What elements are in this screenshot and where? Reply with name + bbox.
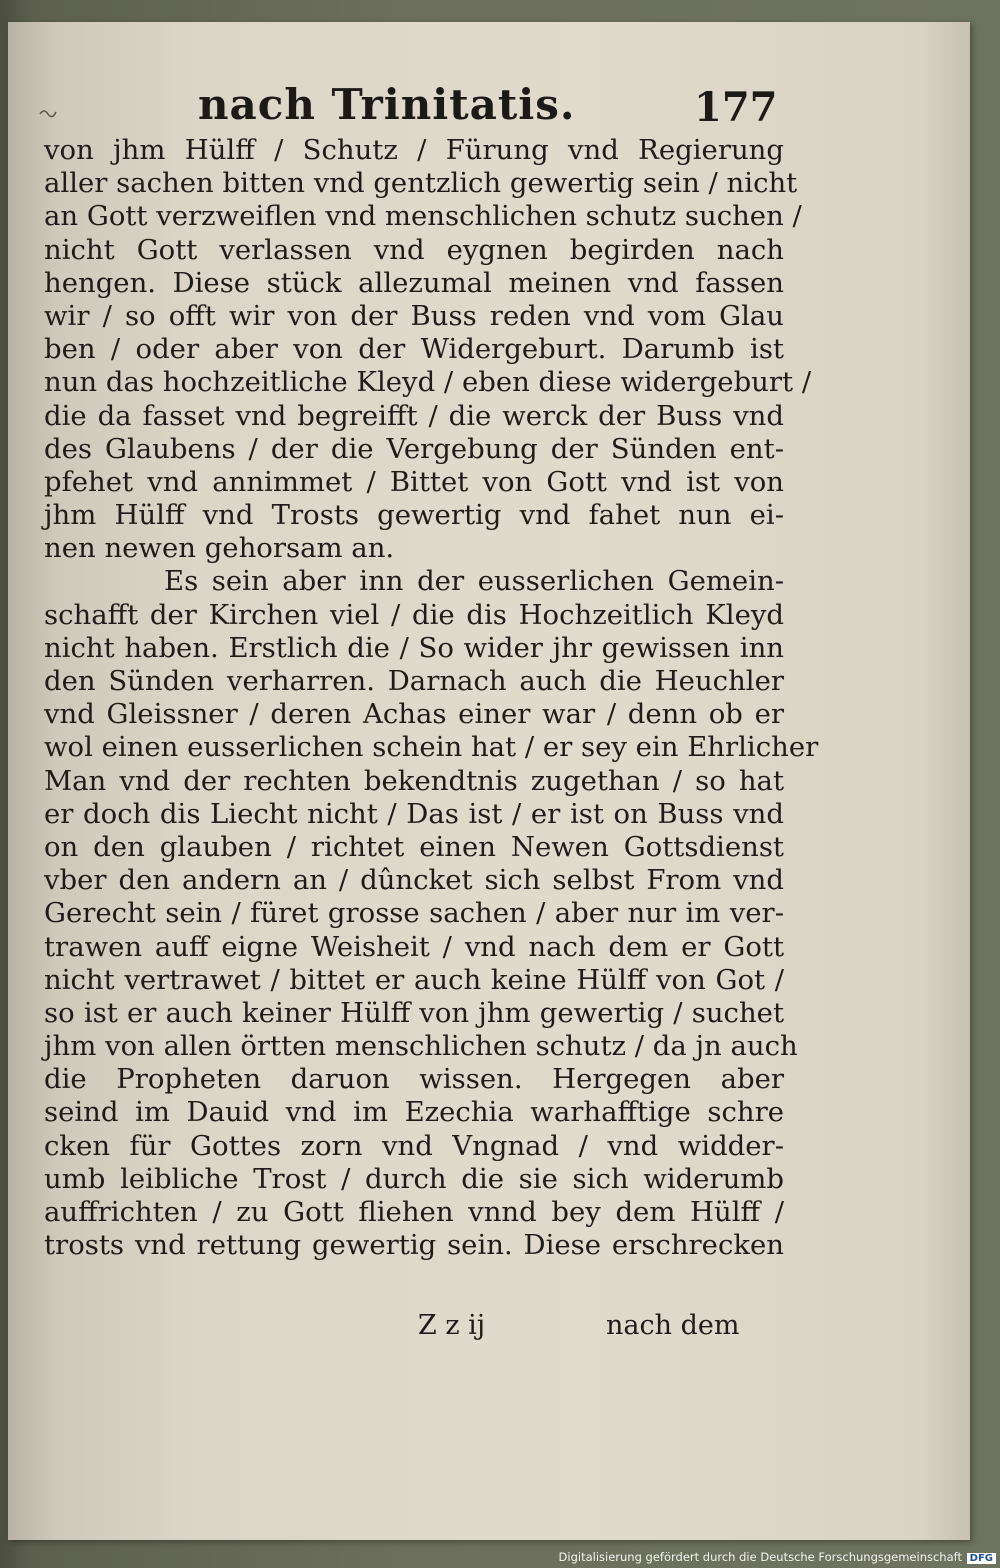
text-line: von jhm Hülff / Schutz / Fürung vnd Regierung [44, 134, 784, 166]
text-line: wir / so offt wir von der Buss reden vnd vom Glau [44, 299, 784, 332]
text-line: on den glauben / richtet einen Newen Gottsdienst [44, 830, 784, 863]
body-text [44, 134, 819, 1262]
text-line: so ist er auch keiner Hülff von jhm gewertig / suchet [44, 996, 784, 1029]
text-line: nicht vertrawet / bittet er auch keine Hülff von Got / [44, 963, 784, 996]
text-line: vnd Gleissner / deren Achas einer war / denn ob er [44, 698, 784, 731]
digitization-credit: Digitalisierung gefördert durch die Deutsche Forschungsgemeinschaft [558, 1550, 962, 1564]
text-line: wol einen eusserlichen schein hat / er sey ein Ehrlicher [44, 731, 819, 764]
text-line: des Glaubens / der die Vergebung der Sünden ent- [44, 432, 784, 465]
text-line: er doch dis Liecht nicht / Das ist / er ist on Buss vnd [44, 797, 784, 830]
text-line: seind im Dauid vnd im Ezechia warhafftige schre [44, 1096, 784, 1129]
text-line: jhm von allen örtten menschlichen schutz / da jn auch [44, 1030, 798, 1063]
text-line: vber den andern an / dûncket sich selbst From vnd [44, 864, 784, 897]
page-number: 177 [694, 84, 778, 131]
text-line: ben / oder aber von der Widergeburt. Darumb ist [44, 333, 784, 366]
text-line: aller sachen bitten vnd gentzlich gewertig sein / nicht [44, 167, 798, 200]
text-line: nen newen gehorsam an. [44, 532, 395, 565]
catchword: nach dem [606, 1310, 740, 1341]
text-line: trosts vnd rettung gewertig sein. Diese erschrecken [44, 1229, 784, 1262]
page-footer-marks [418, 1310, 748, 1346]
paragraph-first-line: Es sein aber inn der eusserlichen Gemein- [164, 565, 784, 598]
margin-mark-icon [38, 106, 58, 120]
running-head: nach Trinitatis. [198, 80, 576, 129]
text-line: auffrichten / zu Gott fliehen vnnd bey dem Hülff / [44, 1196, 784, 1228]
book-page [8, 22, 970, 1540]
text-line: nun das hochzeitliche Kleyd / eben diese widergeburt / [44, 366, 812, 399]
text-line: nicht haben. Erstlich die / So wider jhr gewissen inn [44, 631, 784, 664]
text-line: trawen auff eigne Weisheit / vnd nach dem er Gott [44, 930, 784, 963]
text-line: hengen. Diese stück allezumal meinen vnd fassen [44, 266, 784, 299]
text-line: umb leibliche Trost / durch die sie sich widerumb [44, 1162, 784, 1195]
text-line: die da fasset vnd begreifft / die werck der Buss vnd [44, 399, 784, 432]
dfg-logo: DFG [967, 1553, 996, 1564]
text-line: nicht Gott verlassen vnd eygnen begirden nach [44, 233, 784, 266]
text-line: den Sünden verharren. Darnach auch die Heuchler [44, 665, 784, 697]
text-line: jhm Hülff vnd Trosts gewertig vnd fahet nun ei- [44, 499, 784, 532]
text-line: Man vnd der rechten bekendtnis zugethan / so hat [44, 764, 784, 797]
text-line: schafft der Kirchen viel / die dis Hochzeitlich Kleyd [44, 598, 784, 631]
text-line: pfehet vnd annimmet / Bittet von Gott vnd ist von [44, 465, 784, 498]
text-line: an Gott verzweiflen vnd menschlichen schutz suchen / [44, 200, 802, 233]
text-line: cken für Gottes zorn vnd Vngnad / vnd widder- [44, 1129, 784, 1162]
signature-mark: Z z ij [418, 1310, 486, 1341]
text-line: Gerecht sein / füret grosse sachen / aber nur im ver- [44, 897, 784, 930]
text-line: die Propheten daruon wissen. Hergegen aber [44, 1063, 784, 1096]
